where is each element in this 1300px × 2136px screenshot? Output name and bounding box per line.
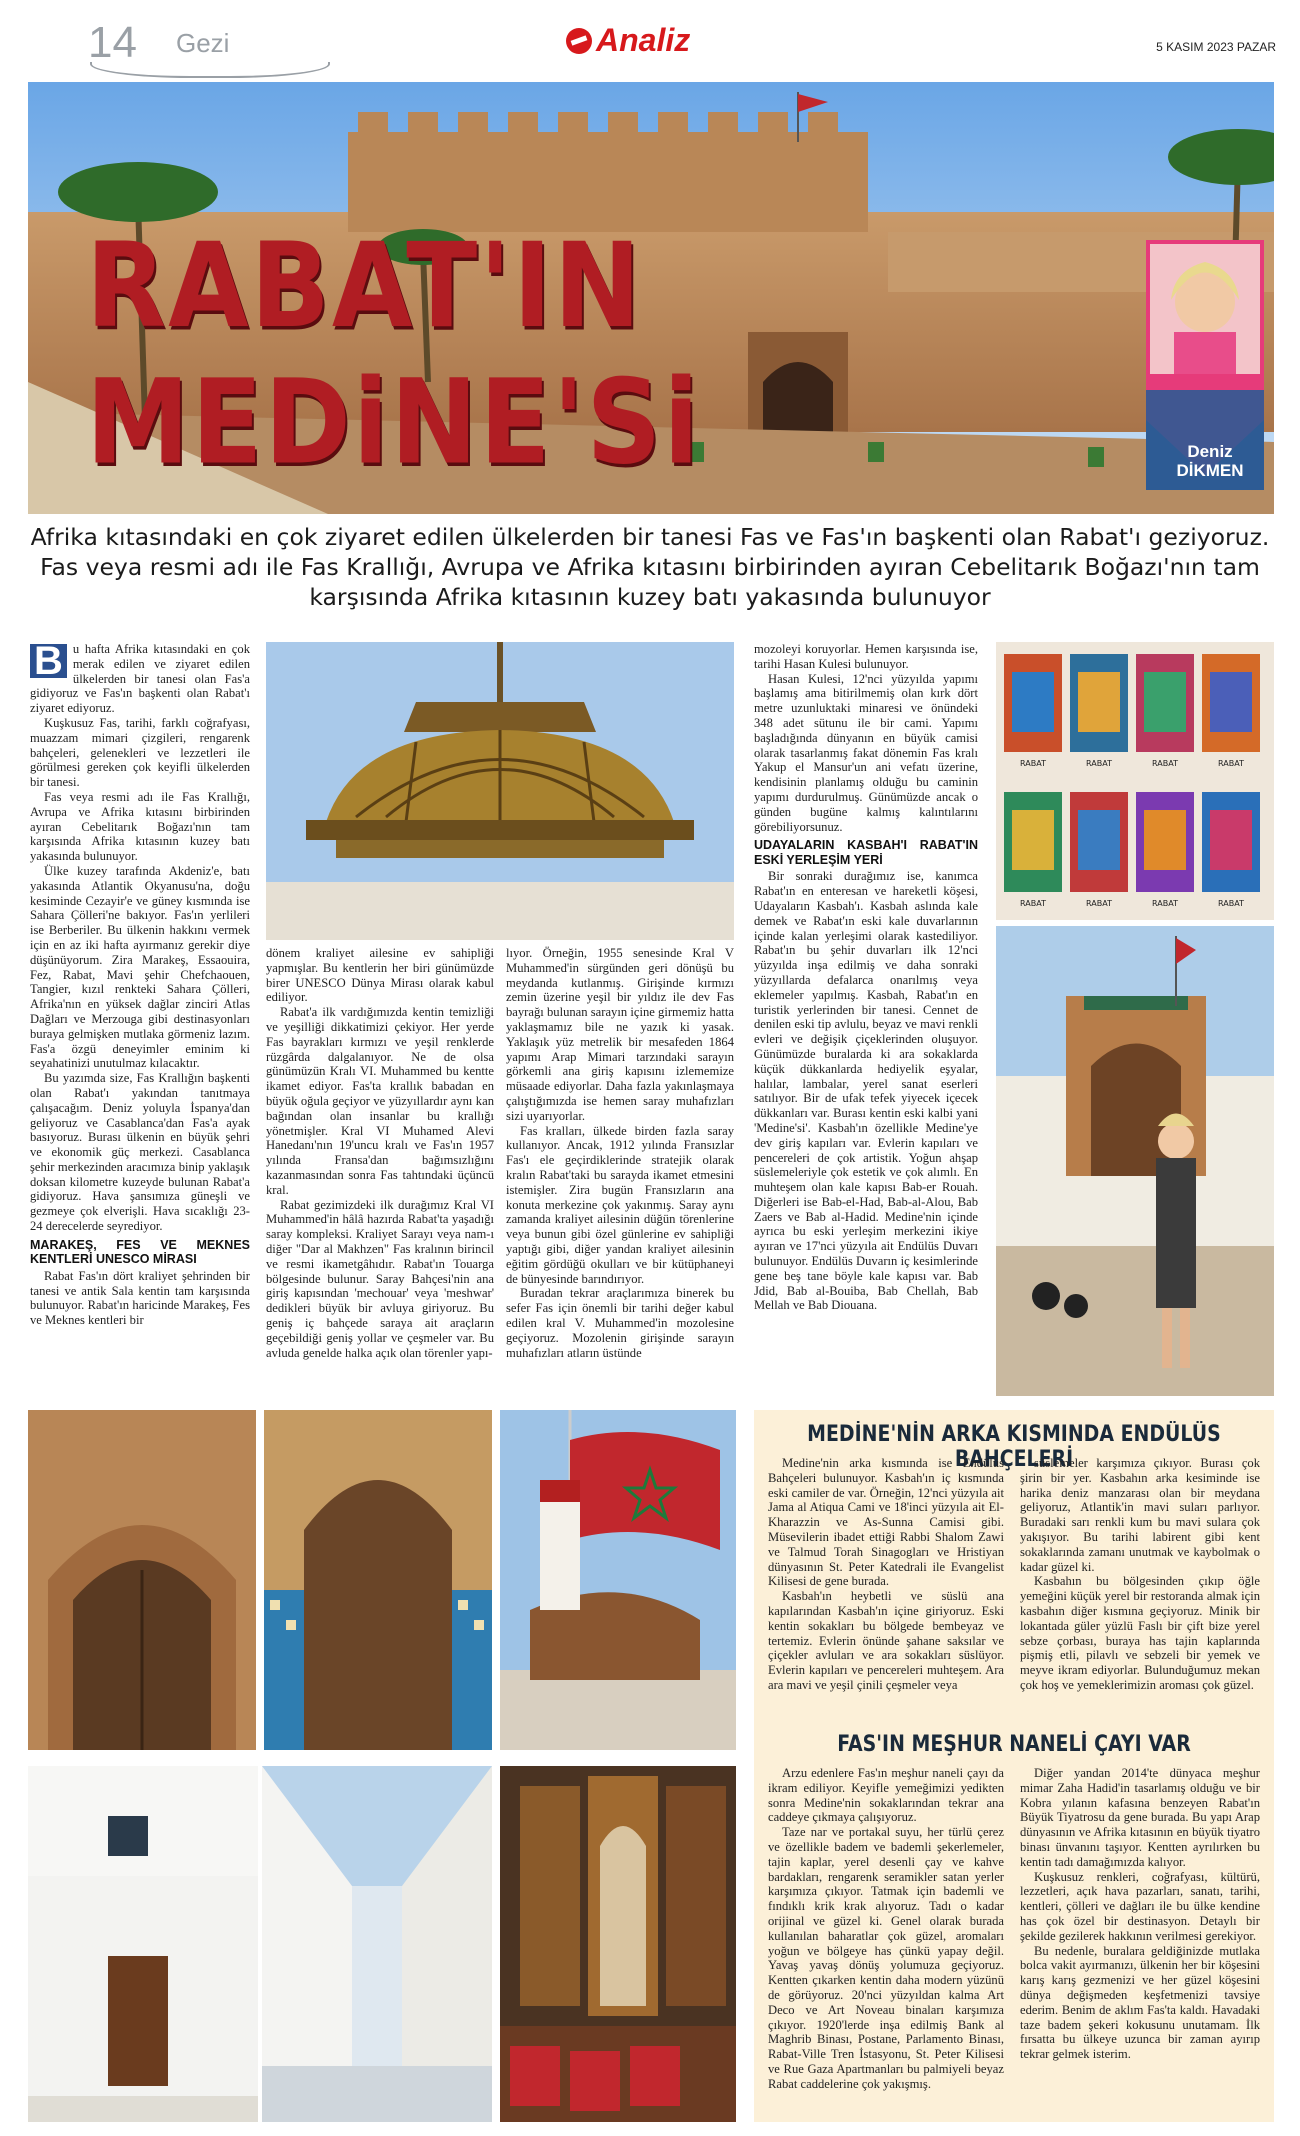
logo-text: Analiz — [596, 22, 691, 58]
paragraph: Medine'nin arka kısmında ise Endülüs Bahçeleri bulunuyor. Kasbah'ın iç kısmında eski camiler de var. Örneğin, 12'nci yüzyıla ait Jama al Atiqua Cami ve 18'inci yüzyıla ait El-Kharazzin ve As-Sunna Camisi gibi. Müsevilerin ibadet ettiği Rabbi Shalom Zawi ve Talmud Torah Sinagogları ve Hristiyan dünyasının St. Peter Katedrali ile Evangelist Kilisesi de gene burada. — [768, 1456, 1004, 1589]
photo-souvenir-frames — [996, 642, 1274, 920]
author-name — [1160, 442, 1260, 480]
photo-blue-white-street — [262, 1766, 492, 2122]
paragraph: Hasan Kulesi, 12'nci yüzyılda yapımı başlamış ama bitirilmemiş olan kırk dört metre uzunluktaki minaresi ve önündeki 348 adet sütunu ile bir cami. Yapımı başladığında dünyanın en büyük camisi olarak tasarlanmış fakat dönemin Fas kralı Yakup el Mansur'un ani vefatı üzerine, kendisinin planlamış olduğu bu caminin yapımı durdurulmuş. Günümüzde ancak o günden bugüne kalmış kalıntılarını görebiliyorsunuz. — [754, 671, 978, 834]
photo-royal-palace-author — [996, 926, 1274, 1396]
box-column-1 — [768, 1456, 1004, 1693]
paragraph: Bir sonraki durağımız ise, kanımca Rabat'ın en enteresan ve hareketli köşesi, Udayaların Kasbah'ı. Kasbah aslında kale demek ve Rabat'ın eski kale duvarlarının içinde kalan yerleşimi olarak kastediliyor. Rabat'ın bu şehir duvarları ilk 12'nci yüzyılda inşa edilmiş ve daha sonraki yüzyıllarda defalarca onarılmış veya eklemeler yapılmış. Kasbah, Rabat'ın en turistik yerlerinden bir tanesi. Cennet de denilen eski tip avlulu, beyaz ve mavi renkli evleri ve değişik çiçeklerinden oluşuyor. Günümüzde buralarda ki ara sokaklarda küçük dükkanlarda hediyelik eşyalar, halılar, lambalar, yerel sanat eserleri satılıyor. Bir de ufak tefek yiyecek içecek dükkanları var. Burası kentin eski kalbi yani 'Medine'si'. Kasbah'ın özellikle Medine'ye dev giriş kapıları var. Evlerin kapıları ve pencereleri de çok artistik. Yoğun ahşap süslemeleriyle çok estetik ve çok alımlı. En muhteşem olan kale kapısı Bab-er Rouah. Diğerleri ise Bab-el-Had, Bab-al-Alou, Bab Zaers ve Bab al-Hadid. Medine'nin içinde ayrıca bu eski yerleşim merkezini ikiye ayıran ve 17'nci yüzyıla ait Endülüs Duvarı bulunuyor. Endülüs Duvarın iç kesimlerinde gene beş tane böyle kale kapısı var. Bab Jdid, Bab al-Bouiba, Bab Chellah, Bab Mellah ve Bab Diouana. — [754, 869, 978, 1313]
paragraph: Rabat Fas'ın dört kraliyet şehrinden bir tanesi ve antik Sala kentin tam karşısında bulunuyor. Rabat'ın haricinde Marakeş, Fes ve Meknes kentleri bir — [30, 1268, 250, 1328]
box-column-3 — [768, 1766, 1004, 2092]
souvenir-label: RABAT — [1218, 899, 1244, 908]
souvenir-label: RABAT — [1218, 759, 1244, 768]
dropcap: B — [30, 644, 67, 678]
photo-tiled-archway — [264, 1410, 492, 1750]
souvenir-label: RABAT — [1086, 899, 1112, 908]
souvenir-label: RABAT — [1020, 899, 1046, 908]
paragraph: Bu yazımda size, Fas Krallığın başkenti olan Rabat'ı yakından tanıtmaya çalışacağım. Deniz yoluyla İspanya'dan geliyoruz ve Casablanca'dan Fas'a ayak basıyoruz. Burası ülkenin en büyük şehri ve ekonomik güç merkezi. Casablanca şehir merkezinden aracımıza binip yaklaşık doksan kilometre kuzeyde bulunan Rabat'a gidiyoruz. Hava şansımıza güneşli ve gezmeye çok elverişli. Hava sıcaklığı 23-24 derecelerde seyrediyor. — [30, 1071, 250, 1234]
paragraph: Rabat'a ilk vardığımızda kentin temizliği ve yeşilliği dikkatimizi çekiyor. Her yerde Fas bayrakları kırmızı ve yeşil renklerde rüzgârda dalgalanıyor. Ne de olsa günümüzün Kralı VI. Muhammed bu kentte ikamet ediyor. Fas'ta krallık babadan en büyük oğula geçiyor ve yüzyıllardır aynı kan bağından olan insanlar bu krallığı yönetmişler. Kral VI Muhamed Alevi Hanedanı'nın 19'uncu kralı ve Fas'ın 1957 yılında Fransa'dan bağımsızlığını kazanmasından sonra Fas tahtındaki üçüncü kral. — [266, 1005, 494, 1197]
subheading: MARAKEŞ, FES VE MEKNES KENTLERİ UNESCO MİRASI — [30, 1237, 250, 1267]
paragraph: Kasbah'ın heybetli ve süslü ana kapılarından Kasbah'ın içine giriyoruz. Eski kentin sokakları bu bölgede bembeyaz ve tertemiz. Evlerin önünde şahane saksılar ve çiçekler avluları ve ara sokakları süslüyor. Evlerin kapıları ve pencereleri muhteşem. Ara ara mavi ve yeşil çinili çeşmeler veya — [768, 1589, 1004, 1692]
header-ornament — [90, 62, 330, 78]
paragraph: Arzu edenlere Fas'ın meşhur naneli çayı da ikram ediliyor. Keyifle yemeğimizi yedikten sonra Medine'nin sokaklarından tekrar ana caddeye çıkmaya çalışıyoruz. — [768, 1766, 1004, 1825]
paragraph: Fas kralları, ülkede birden fazla saray kullanıyor. Ancak, 1912 yılında Fransızlar Fas'ı ele geçirdiklerinde stratejik olarak kralın Rabat'taki bu sarayda ikamet etmesini istemişler. Zira bugün Fransızların ana konuta merkezine çok yakınmış. Saray aynı zamanda kraliyet ailesinin düğün törenlerine veya bunun gibi özel günlerine ev sahipliği yaptığı gibi, diğer yandan kraliyet ailesinin eğitim gördüğü okulları ve bir kütüphaneyi de bünyesinde barındırıyor. — [506, 1123, 734, 1286]
hero-photo-kasbah-gate — [28, 82, 1274, 514]
photo-wooden-mirrors-market — [500, 1766, 736, 2122]
box-column-4 — [1020, 1766, 1260, 2062]
paragraph: Kuşkusuz renkleri, coğrafyası, kültürü, lezzetleri, açık hava pazarları, sanatı, tarihi, kentleri, çölleri ve dağları ile bu ülke kendine has çok özel bir destinasyon. Detaylı bir şekilde gezilerek hakkının verilmesi gerekiyor. — [1020, 1869, 1260, 1943]
paragraph: mozoleyi koruyorlar. Hemen karşısında ise, tarihi Hasan Kulesi bulunuyor. — [754, 642, 978, 671]
page-number: 14 — [88, 18, 137, 67]
paragraph: Taze nar ve portakal suyu, her türlü çerez ve özellikle badem ve bademli şekerlemeler, tajin kaplar, yerel desenli çay ve kahve bardakları, rengarenk seramikler satan yerler karşımıza çıkıyor. Tatmak için bademli ve fındıklı krik krak alıyoruz. Tadı o kadar orijinal ve güzel ki. Genel olarak burada kullanılan baharatlar çok güzel, aromaları yoğun ve bölgeye has çünkü yapay değil. Yavaş yavaş dönüş yolumuza geçiyoruz. Kentten çıkarken kentin daha modern yüzünü de görüyoruz. 20'nci yüzyıldan kalma Art Deco ve Art Noveau binaları karşımıza çıkıyor. 1920'lerde inşa edilmiş Bank al Maghrib Binası, Postane, Parlamento Binası, Rabat-Ville Tren İstasyonu, St. Peter Kilisesi ve Rue Gaza Apartmanları bu palmiyeli beyaz Rabat caddelerine çok yakışmış. — [768, 1825, 1004, 2091]
author-last-name: DİKMEN — [1176, 461, 1244, 480]
photo-brass-lantern — [266, 642, 734, 940]
souvenir-label: RABAT — [1152, 759, 1178, 768]
paragraph: Fas veya resmi adı ile Fas Krallığı, Avrupa ve Afrika kıtasını birbirinden ayıran Cebelitarık Boğazı'nın tam karşısında Afrika kıtasının kuzey batı yakasında bulunuyor. — [30, 789, 250, 864]
photo-royal-guard — [500, 1410, 736, 1750]
paragraph: Ülke kuzey tarafında Akdeniz'e, batı yakasında Atlantik Okyanusu'na, doğu kesiminde Cezayir'e ve güney kısmında ise Sahara Çölleri'ne bakıyor. Fas'ın yerlileri ise Berberiler. Bu ülkenin hakkını vermek için en az iki hafta ayırmanız gerekir diye düşünüyorum. Zira Marakeş, Essaouira, Fez, Rabat, Mavi şehir Chefchaouen, Tangier, kızıl renkteki Sahara Çölleri, Afrika'nın en yüksek dağlar zinciri Atlas Dağları ve Merzouga gibi destinasyonları buraya gelmişken mutlaka görmeniz lazım. Fas'a özgü deneyimler eminim ki seyahatinizi unutulmaz kılacaktır. — [30, 863, 250, 1071]
article-column-4 — [754, 642, 978, 1313]
issue-date: 5 KASIM 2023 PAZAR — [1156, 40, 1276, 54]
paragraph: lıyor. Örneğin, 1955 senesinde Kral V Muhammed'in sürgünden geri dönüşü bu meydanda kutlanmış. Girişinde kırmızı zemin üzerine yeşil bir yıldız ile dev Fas bayrağı bulunan sarayın içine girmemiz hatta yaklaşmamız bile ne yazık ki yasak. Yaklaşık yüz metrelik bir mesafeden 1864 yapımı Arap Mimari tarzındaki sarayın görkemli ana giriş kapısını izlememize müsaade ediyorlar. Daha fazla yakınlaşmaya çalıştığımızda ise hemen saray muhafızları sizi uyarıyorlar. — [506, 946, 734, 1123]
souvenir-label: RABAT — [1152, 899, 1178, 908]
subheading: UDAYALARIN KASBAH'I RABAT'IN ESKİ YERLEŞİM YERİ — [754, 838, 978, 867]
box-column-2 — [1020, 1456, 1260, 1693]
article-column-1 — [30, 639, 250, 1328]
paragraph: B u hafta Afrika kıtasındaki en çok merak edilen ve ziyaret edilen ülkelerden bir tanesi olan Fas'a gidiyoruz ve Fas'ın başkenti olan Rabat'ı ziyaret ediyoruz. — [30, 639, 250, 716]
logo-icon — [566, 28, 592, 54]
headline: RABAT'IN MEDiNE'Si — [86, 217, 701, 491]
sidebar-box — [754, 1410, 1274, 2122]
paragraph: Diğer yandan 2014'te dünyaca meşhur mimar Zaha Hadid'in tasarlamış olduğu ve bir Kobra yılanın kafasına benzeyen Rabat'ın Büyük Tiyatrosu da gene burada. Bu yapı Arap dünyasının ve Afrika kıtasının en büyük tiyatro binası ünvanını taşıyor. Kentten ayrılırken bu kentin tadı damağımızda kalıyor. — [1020, 1766, 1260, 1869]
souvenir-label: RABAT — [1086, 759, 1112, 768]
box-heading-gardens: MEDİNE'NİN ARKA KISMINDA ENDÜLÜS BAHÇELERİ — [807, 1422, 1221, 1472]
souvenir-label: RABAT — [1020, 759, 1046, 768]
photo-white-alley — [28, 1766, 258, 2122]
article-column-3 — [506, 946, 734, 1360]
box-heading-tea: FAS'IN MEŞHUR NANELİ ÇAYI VAR — [837, 1732, 1191, 1757]
paragraph: Kuşkusuz Fas, tarihi, farklı coğrafyası, muazzam mimari çizgileri, rengarenk bahçeleri, gelenekleri ve lezzetleri ile görülmesi gereken çok keyifli ülkelerden bir tanesi. — [30, 715, 250, 790]
paragraph: Bu nedenle, buralara geldiğinizde mutlaka bolca vakit ayırmanızı, ülkenin her bir köşesini karış karış gezmenizi ve her güzel köşesini dünya değişmeden keşfetmenizi tavsiye ederim. Benim de aklım Fas'ta kaldı. Havadaki taze badem şekeri kokusunu unutamam. İlk fırsatta bu ülkeye uzunca bir zaman ayırıp tekrar gelmek isterim. — [1020, 1943, 1260, 2062]
paragraph: Rabat gezimizdeki ilk durağımız Kral VI Muhammed'in hâlâ hazırda Rabat'ta yaşadığı saray kompleksi. Kraliyet Sarayı veya nam-ı diğer "Dar al Makhzen" Fas kralının birincil ve resmi ikametgâhıdır. Rabat'ın Touarga bölgesinde bulunur. Saray Bahçesi'nin ana giriş kapısından 'mechouar' veya 'meshwar' dedikleri büyük bir avluya giriyoruz. Bu geniş iç bahçede saraya ait araçların geçebildiği geniş yollar ve çeşmeler var. Bu avluda genelde halka açık olan törenler yapı- — [266, 1197, 494, 1360]
section-name: Gezi — [176, 28, 230, 58]
photo-kasbah-door — [28, 1410, 256, 1750]
paragraph: süslemeler karşımıza çıkıyor. Burası çok şirin bir yer. Kasbahın arka kesiminde ise harika deniz manzarası olan bir meydana geliyoruz, Atlantik'in mavi suları parlıyor. Buradaki sarı renkli kum bu mavi sulara çok yakışıyor. Bu tarihi labirent gibi kent sokaklarında zamanı unutmak ve kaybolmak o kadar güzel ki. — [1020, 1456, 1260, 1574]
paragraph: Kasbahın bu bölgesinden çıkıp öğle yemeğini küçük yerel bir restoranda almak için kasbahın diğer kısmına geçiyoruz. Minik bir lokantada güler yüzlü Faslı bir çift bize yerel sebze çorbası, buraya has tajin kaplarında pişmiş etli, pilavlı ve sebzeli bir yemek ve meyve ikram ediyorlar. Bulunduğumuz mekan çok hoş ve yemeklerimizin aroması çok güzel. — [1020, 1574, 1260, 1692]
lead-paragraph: Afrika kıtasındaki en çok ziyaret edilen ülkelerden bir tanesi Fas ve Fas'ın başkenti olan Rabat'ı geziyoruz. Fas veya resmi adı ile Fas Krallığı, Avrupa ve Afrika kıtasını birbirinden ayıran Cebelitarık Boğazı'nın tam karşısında Afrika kıtasının kuzey batı yakasında bulunuyor — [30, 523, 1270, 611]
article-column-2 — [266, 946, 494, 1360]
paragraph: Buradan tekrar araçlarımıza binerek bu sefer Fas için önemli bir tarihi değer kabul edilen kral V. Muhammed'in mozolesine geçiyoruz. Mozolenin girişinde sarayın muhafızları atların üstünde — [506, 1286, 734, 1360]
newspaper-logo — [566, 22, 690, 59]
author-first-name: Deniz — [1187, 442, 1233, 461]
paragraph: dönem kraliyet ailesine ev sahipliği yapmışlar. Bu kentlerin her biri günümüzde birer UNESCO Dünya Mirası olarak kabul ediliyor. — [266, 946, 494, 1005]
author-portrait-icon — [1158, 1123, 1194, 1159]
